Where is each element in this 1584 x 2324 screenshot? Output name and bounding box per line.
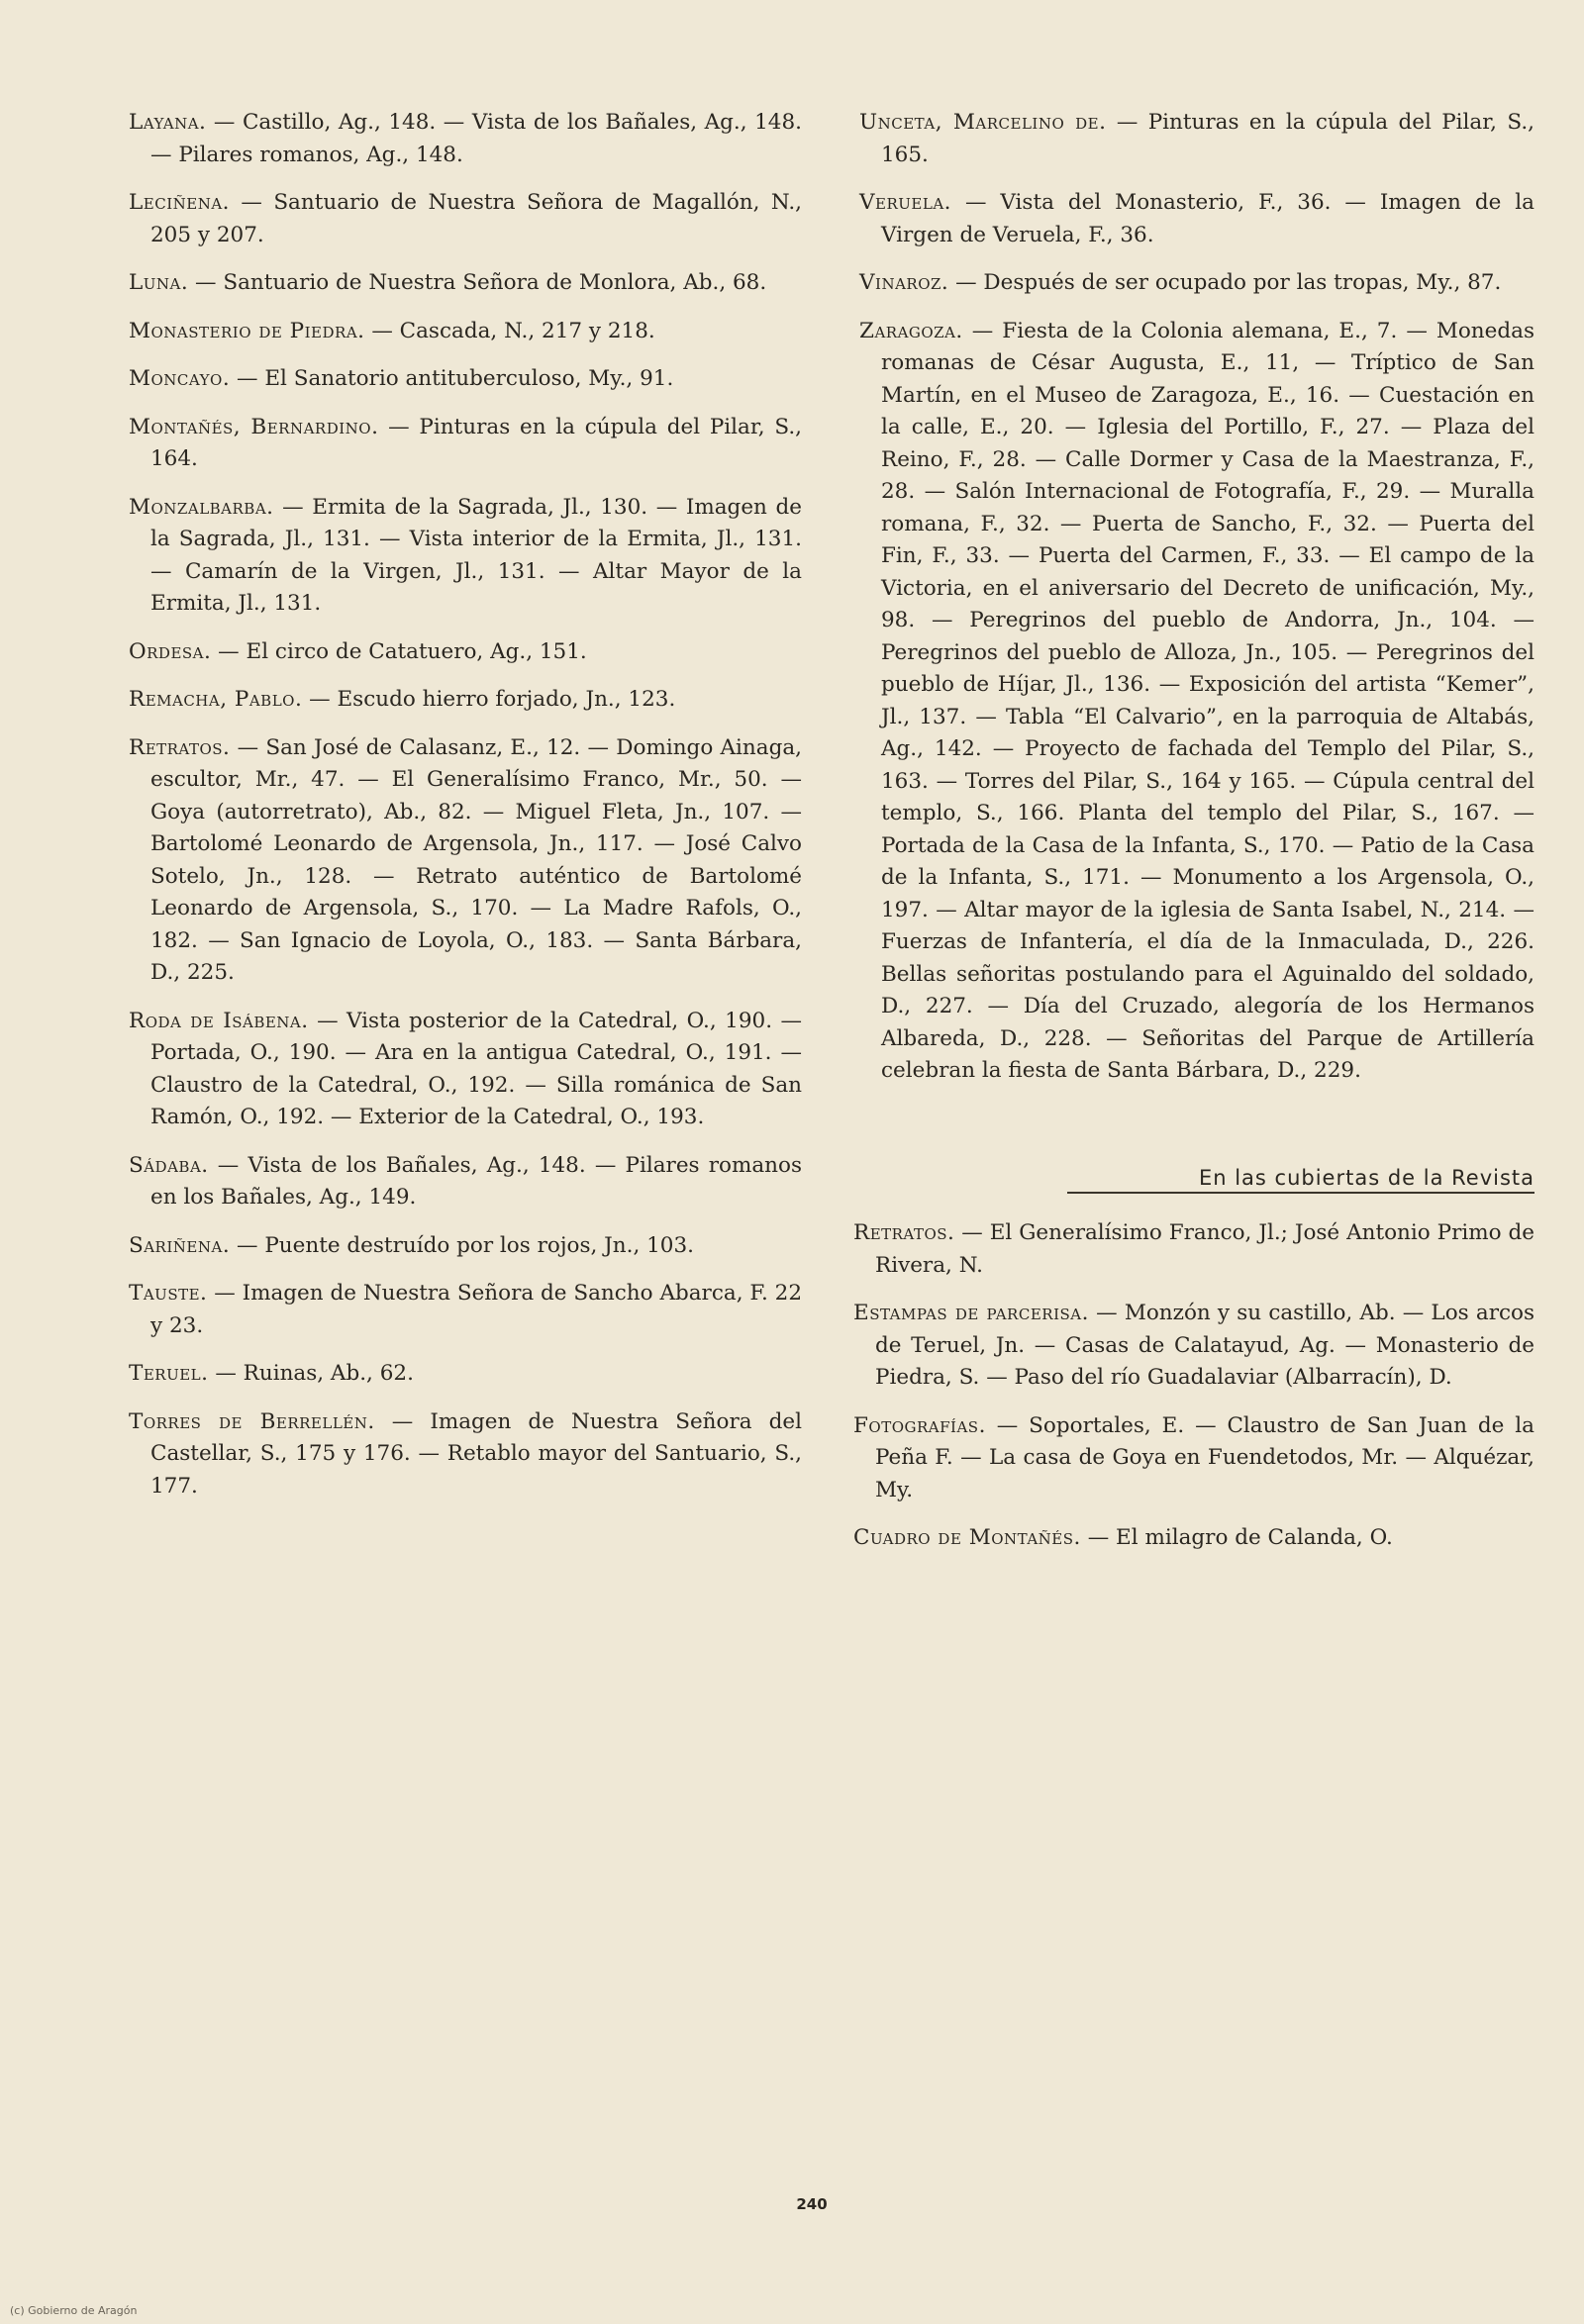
entry-heading: Veruela. [859, 190, 951, 215]
entry-text: — El circo de Catatuero, Ag., 151. [211, 638, 587, 664]
entry-heading: Fotografías. [853, 1412, 986, 1438]
entry-text: — Ermita de la Sagrada, Jl., 130. — Imagen de la Sagrada, Jl., 131. — Vista interior de la Ermita, Jl., 131. — Camarín de la Virgen, Jl., 131. — Altar Mayor de la Ermita, Jl., 131. [150, 494, 802, 616]
index-entry [853, 1298, 1534, 1395]
index-entry [859, 316, 1534, 1088]
entry-heading: Montañés, Bernardino. [129, 414, 379, 439]
entry-text: — Soportales, E. — Claustro de San Juan de la Peña F. — La casa de Goya en Fuendetodos, Mr. — Alquézar, My. [875, 1412, 1534, 1502]
index-entry [129, 363, 802, 396]
entry-heading: Luna. [129, 270, 189, 295]
entry-heading: Remacha, Pablo. [129, 687, 303, 712]
index-entry [129, 492, 802, 621]
entry-text: — Santuario de Nuestra Señora de Magallón, N., 205 y 207. [150, 190, 802, 247]
entry-text: — Escudo hierro forjado, Jn., 123. [302, 687, 676, 712]
entry-text: — Cascada, N., 217 y 218. [364, 318, 655, 343]
entry-text: — Vista del Monasterio, F., 36. — Imagen de la Virgen de Veruela, F., 36. [881, 190, 1534, 247]
entry-text: — Vista de los Bañales, Ag., 148. — Pilares romanos en los Bañales, Ag., 149. [150, 1152, 802, 1210]
index-entry [129, 636, 802, 669]
index-entry [129, 107, 802, 171]
index-entry [853, 1410, 1534, 1507]
entry-heading: Leciñena. [129, 190, 230, 215]
entry-heading: Unceta, Marcelino de. [859, 110, 1107, 135]
entry-heading: Teruel. [129, 1361, 209, 1386]
entry-text: — Pinturas en la cúpula del Pilar, S., 165. [881, 110, 1534, 167]
entry-heading: Monzalbarba. [129, 494, 274, 520]
entry-text: — Imagen de Nuestra Señora de Sancho Abarca, F. 22 y 23. [150, 1281, 802, 1338]
index-entry [859, 267, 1534, 300]
entry-text: — Monzón y su castillo, Ab. — Los arcos de Teruel, Jn. — Casas de Calatayud, Ag. — Monasterio de Piedra, S. — Paso del río Guadalaviar (Albarracín), D. [875, 1301, 1534, 1390]
left-column [129, 107, 802, 1518]
index-entry [859, 187, 1534, 251]
entry-heading: Torres de Berrellén. [129, 1408, 375, 1434]
cover-entries-column [853, 1217, 1534, 1571]
entry-text: — Fiesta de la Colonia alemana, E., 7. — Monedas romanas de César Augusta, E., 11, — Tríptico de San Martín, en el Museo de Zaragoza, E., 16. — Cuestación en la calle, E., 20. — Iglesia del Portillo, F., 27. — Plaza del Reino, F., 28. — Calle Dormer y Casa de la Maestranza, F., 28. — Salón Internacional de Fotografía, F., 29. — Muralla romana, F., 32. — Puerta de Sancho, F., 32. — Puerta del Fin, F., 33. — Puerta del Carmen, F., 33. — El campo de la Victoria, en el aniversario del Decreto de unificación, My., 98. — Peregrinos del pueblo de Andorra, Jn., 104. — Peregrinos del pueblo de Alloza, Jn., 105. — Peregrinos del pueblo de Híjar, Jl., 136. — Exposición del artista “Kemer”, Jl., 137. — Tabla “El Calvario”, en la parroquia de Altabás, Ag., 142. — Proyecto de fachada del Templo del Pilar, S., 163. — Torres del Pilar, S., 164 y 165. — Cúpula central del templo, S., 166. Planta del templo del Pilar, S., 167. — Portada de la Casa de la Infanta, S., 170. — Patio de la Casa de la Infanta, S., 171. — Monumento a los Argensola, O., 197. — Altar mayor de la iglesia de Santa Isabel, N., 214. — Fuerzas de Infantería, el día de la Inmaculada, D., 226. Bellas señoritas postulando para el Aguinaldo del soldado, D., 227. — Día del Cruzado, alegoría de los Hermanos Albareda, D., 228. — Señoritas del Parque de Artillería celebran la fiesta de Santa Bárbara, D., 229. [881, 318, 1534, 1083]
index-entry [129, 1230, 802, 1263]
entry-heading: Estampas de parcerisa. [853, 1301, 1089, 1325]
index-entry [129, 684, 802, 717]
right-column [859, 107, 1534, 1104]
entry-text: — Castillo, Ag., 148. — Vista de los Bañales, Ag., 148. — Pilares romanos, Ag., 148. [150, 110, 802, 167]
entry-heading: Cuadro de Montañés. [853, 1525, 1081, 1550]
index-entry [129, 1406, 802, 1503]
entry-heading: Vinaroz. [859, 270, 949, 295]
entry-heading: Roda de Isábena. [129, 1008, 309, 1033]
entry-heading: Sariñena. [129, 1232, 231, 1258]
index-entry [129, 316, 802, 348]
index-entry [859, 107, 1534, 171]
entry-text: — Ruinas, Ab., 62. [208, 1361, 414, 1386]
index-entry [853, 1522, 1534, 1555]
index-entry [129, 732, 802, 990]
entry-heading: Retratos. [129, 734, 231, 760]
entry-text: — El milagro de Calanda, O. [1080, 1525, 1393, 1550]
index-entry [129, 412, 802, 476]
page-number: 240 [796, 2195, 828, 2213]
index-entry [129, 267, 802, 300]
index-entry [129, 187, 802, 251]
index-entry [129, 1150, 802, 1214]
entry-heading: Moncayo. [129, 366, 231, 391]
index-entry [853, 1217, 1534, 1282]
entry-text: — Puente destruído por los rojos, Jn., 103. [230, 1232, 694, 1258]
index-entry [129, 1278, 802, 1342]
entry-text: — Santuario de Nuestra Señora de Monlora, Ab., 68. [188, 270, 767, 295]
entry-text: — El Generalísimo Franco, Jl.; José Antonio Primo de Rivera, N. [875, 1220, 1534, 1278]
entry-text: — San José de Calasanz, E., 12. — Domingo Ainaga, escultor, Mr., 47. — El Generalísimo Franco, Mr., 50. — Goya (autorretrato), Ab., 82. — Miguel Fleta, Jn., 107. — Bartolomé Leonardo de Argensola, Jn., 117. — José Calvo Sotelo, Jn., 128. — Retrato auténtico de Bartolomé Leonardo de Argensola, S., 170. — La Madre Rafols, O., 182. — San Ignacio de Loyola, O., 183. — Santa Bárbara, D., 225. [150, 734, 802, 985]
entry-heading: Layana. [129, 110, 207, 135]
entry-heading: Ordesa. [129, 638, 212, 664]
copyright-notice: (c) Gobierno de Aragón [10, 2304, 138, 2317]
entry-heading: Retratos. [853, 1220, 955, 1245]
entry-heading: Monasterio de Piedra. [129, 318, 365, 343]
entry-text: — Después de ser ocupado por las tropas, My., 87. [948, 270, 1502, 295]
entry-text: — Pinturas en la cúpula del Pilar, S., 164. [150, 414, 802, 471]
entry-heading: Sádaba. [129, 1152, 209, 1178]
index-entry [129, 1358, 802, 1391]
entry-text: — Imagen de Nuestra Señora del Castellar, S., 175 y 176. — Retablo mayor del Santuario, S., 177. [150, 1408, 802, 1499]
index-entry [129, 1006, 802, 1134]
entry-heading: Tauste. [129, 1281, 208, 1306]
cover-section-heading: En las cubiertas de la Revista [1067, 1166, 1534, 1194]
entry-heading: Zaragoza. [859, 318, 963, 343]
entry-text: — Vista posterior de la Catedral, O., 190. — Portada, O., 190. — Ara en la antigua Catedral, O., 191. — Claustro de la Catedral, O., 192. — Silla románica de San Ramón, O., 192. — Exterior de la Catedral, O., 193. [150, 1008, 803, 1129]
entry-text: — El Sanatorio antituberculoso, My., 91. [230, 366, 674, 391]
